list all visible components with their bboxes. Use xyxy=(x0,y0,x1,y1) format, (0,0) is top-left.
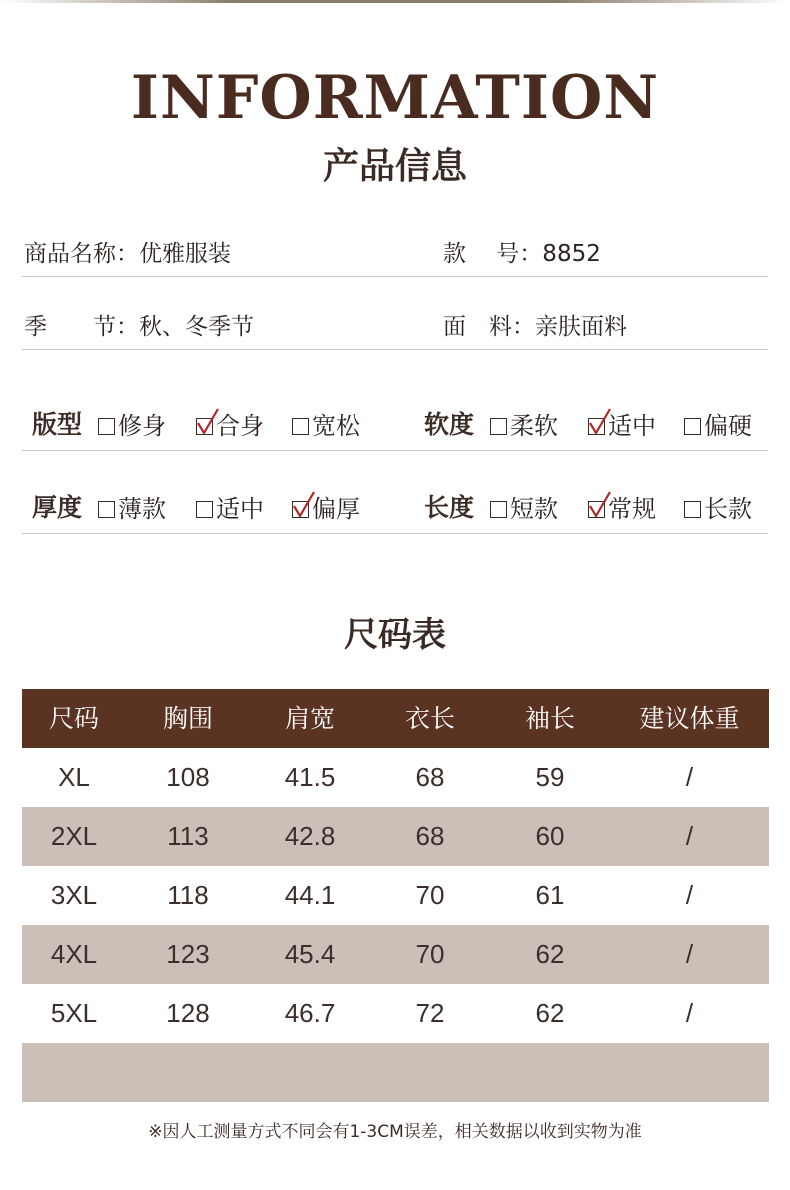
checkbox-checked-icon xyxy=(588,501,605,518)
season: 季 节：秋、冬季节 xyxy=(24,314,254,340)
table-cell: 44.1 xyxy=(284,880,336,910)
column-header-size: 尺码 xyxy=(48,704,99,733)
length-option-regular[interactable]: 常规 xyxy=(588,493,656,525)
column-header-chest: 胸围 xyxy=(162,704,213,733)
title-cn: 产品信息 xyxy=(322,146,467,187)
info-row-season xyxy=(22,305,768,350)
checkbox-icon xyxy=(196,501,213,518)
checkbox-icon xyxy=(490,501,507,518)
table-cell: / xyxy=(685,880,694,910)
table-cell: 46.7 xyxy=(284,998,336,1028)
length-label: 长度 xyxy=(424,493,475,522)
table-cell: 70 xyxy=(415,880,445,910)
table-cell: 2XL xyxy=(50,821,98,851)
table-cell: 123 xyxy=(166,939,210,969)
style-number: 款 号：8852 xyxy=(443,241,601,267)
thickness-option-thin[interactable]: 薄款 xyxy=(98,493,166,525)
checkbox-icon xyxy=(98,501,115,518)
table-row xyxy=(22,807,769,866)
thickness-label: 厚度 xyxy=(32,493,83,522)
table-cell: / xyxy=(685,998,694,1028)
softness-option-soft[interactable]: 柔软 xyxy=(490,410,558,442)
checkbox-icon xyxy=(292,418,309,435)
attr-row-thickness-length xyxy=(22,485,768,534)
softness-option-hard[interactable]: 偏硬 xyxy=(684,410,752,442)
table-cell: 4XL xyxy=(50,939,98,969)
table-row-empty xyxy=(22,1043,769,1102)
softness-label: 软度 xyxy=(424,410,475,439)
table-cell: 59 xyxy=(535,762,565,792)
product-name: 商品名称：优雅服装 xyxy=(24,241,231,267)
checkbox-checked-icon xyxy=(196,418,213,435)
table-cell: 68 xyxy=(415,821,445,851)
fit-option-loose[interactable]: 宽松 xyxy=(292,410,360,442)
footnote: ※因人工测量方式不同会有1-3CM误差，相关数据以收到实物为准 xyxy=(148,1122,642,1142)
column-header-weight: 建议体重 xyxy=(639,704,740,733)
table-header xyxy=(22,689,769,748)
table-cell: 3XL xyxy=(50,880,98,910)
checkbox-icon xyxy=(490,418,507,435)
softness-option-medium[interactable]: 适中 xyxy=(588,410,656,442)
checkbox-icon xyxy=(98,418,115,435)
table-row xyxy=(22,984,769,1043)
checkbox-icon xyxy=(684,418,701,435)
fit-option-regular[interactable]: 合身 xyxy=(196,410,264,442)
table-cell: 118 xyxy=(167,880,209,910)
thickness-option-thick[interactable]: 偏厚 xyxy=(292,493,360,525)
table-row xyxy=(22,748,769,807)
checkbox-icon xyxy=(684,501,701,518)
length-option-long[interactable]: 长款 xyxy=(684,493,752,525)
table-cell: 128 xyxy=(166,998,210,1028)
attr-row-fit-softness xyxy=(22,402,768,451)
column-header-sleeve: 袖长 xyxy=(524,704,575,733)
table-cell: / xyxy=(685,939,694,969)
size-table xyxy=(22,689,769,1102)
table-row xyxy=(22,925,769,984)
fit-option-slim[interactable]: 修身 xyxy=(98,410,166,442)
table-cell: 68 xyxy=(415,762,445,792)
table-cell: / xyxy=(685,762,694,792)
checkbox-checked-icon xyxy=(588,418,605,435)
checkmark-icon xyxy=(196,407,222,437)
table-cell: 70 xyxy=(415,939,445,969)
length-option-short[interactable]: 短款 xyxy=(490,493,558,525)
title-en: INFORMATION xyxy=(130,63,660,133)
table-cell: 113 xyxy=(167,821,209,851)
column-header-shoulder: 肩宽 xyxy=(284,704,335,733)
table-cell: 5XL xyxy=(50,998,98,1028)
table-cell: 62 xyxy=(535,939,565,969)
table-cell: XL xyxy=(58,762,90,792)
top-divider xyxy=(0,0,790,3)
checkmark-icon xyxy=(588,490,614,520)
table-cell: 60 xyxy=(535,821,565,851)
column-header-length: 衣长 xyxy=(404,704,455,733)
info-row-name xyxy=(22,232,768,277)
size-chart-title: 尺码表 xyxy=(344,615,446,655)
table-cell: 62 xyxy=(535,998,565,1028)
fit-label: 版型 xyxy=(32,410,83,439)
table-row xyxy=(22,866,769,925)
table-cell: 42.8 xyxy=(284,821,336,851)
checkmark-icon xyxy=(292,490,318,520)
table-cell: 61 xyxy=(535,880,565,910)
table-cell: 41.5 xyxy=(284,762,336,792)
thickness-option-medium[interactable]: 适中 xyxy=(196,493,264,525)
table-cell: 72 xyxy=(415,998,445,1028)
fabric: 面 料：亲肤面料 xyxy=(443,314,627,340)
table-cell: 108 xyxy=(166,762,210,792)
checkmark-icon xyxy=(588,407,614,437)
checkbox-checked-icon xyxy=(292,501,309,518)
table-cell: 45.4 xyxy=(284,939,336,969)
table-cell: / xyxy=(685,821,694,851)
